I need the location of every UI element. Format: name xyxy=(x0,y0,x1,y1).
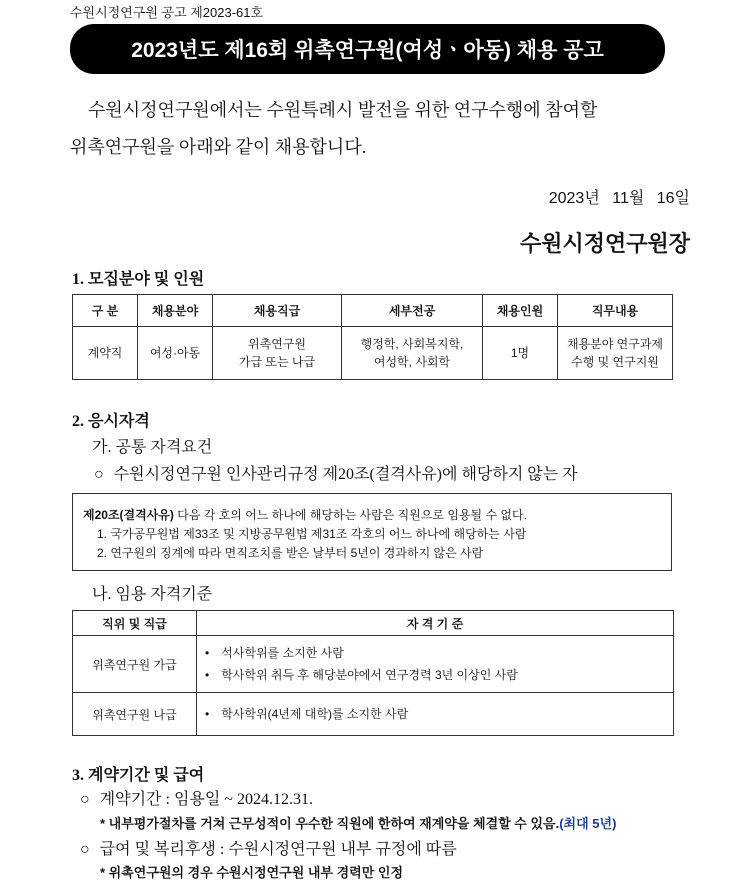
cell-grade-line1: 위촉연구원 xyxy=(248,337,306,351)
table-header-row xyxy=(73,611,674,636)
issuer-name: 수원시정연구원장 xyxy=(519,231,690,256)
table-header-row xyxy=(73,295,673,327)
criteria-item xyxy=(205,642,665,664)
cell-grade-a-criteria xyxy=(197,636,674,693)
criteria-text: 학사학위(4년제 대학)를 소지한 사람 xyxy=(221,707,409,721)
cell-duty xyxy=(558,327,673,380)
section-1-heading: 1. 모집분야 및 인원 xyxy=(72,271,205,288)
cell-type: 계약직 xyxy=(73,327,138,380)
header-field: 채용분야 xyxy=(138,295,213,327)
bullet-icon: • xyxy=(205,668,210,682)
salary-benefits xyxy=(80,836,457,859)
salary-note: * 위촉연구원의 경우 수원시정연구원 내부 경력만 인정 xyxy=(100,865,404,880)
subsection-b-heading: 나. 임용 자격기준 xyxy=(92,586,213,603)
contract-period-text: 계약기간 : 임용일 ~ 2024.12.31. xyxy=(99,791,313,808)
header-grade: 채용직급 xyxy=(213,295,342,327)
criteria-item xyxy=(205,703,665,725)
box-item-2: 2. 연구원의 징계에 따라 면직조치를 받은 날부터 5년이 경과하지 않은 사람 xyxy=(97,546,484,560)
circle-bullet: ○ xyxy=(80,791,90,808)
circle-bullet: ○ xyxy=(94,466,104,483)
table-row xyxy=(73,327,673,380)
page-title: 2023년도 제16회 위촉연구원(여성ㆍ아동) 채용 공고 xyxy=(131,39,604,62)
header-type: 구 분 xyxy=(73,295,138,327)
cell-major-line1: 행정학, 사회복지학, xyxy=(360,337,464,351)
recruitment-table xyxy=(72,294,673,380)
subsection-a-heading: 가. 공통 자격요건 xyxy=(92,439,213,456)
box-intro-line xyxy=(83,506,663,525)
salary-benefits-text: 급여 및 복리후생 : 수원시정연구원 내부 규정에 따름 xyxy=(99,841,457,858)
intro-line-2: 위촉연구원을 아래와 같이 채용합니다. xyxy=(70,137,367,157)
box-item-1: 1. 국가공무원법 제33조 및 지방공무원법 제31조 각호의 어느 하나에 해당하는 사람 xyxy=(97,527,527,541)
cell-grade-line2: 가급 또는 나급 xyxy=(238,355,316,369)
cell-major xyxy=(342,327,483,380)
section-3-heading: 3. 계약기간 및 급여 xyxy=(72,767,205,784)
table-row xyxy=(73,636,674,693)
box-intro: 다음 각 호의 어느 하나에 해당하는 사람은 직원으로 임용될 수 없다. xyxy=(177,508,527,522)
header-major: 세부전공 xyxy=(342,295,483,327)
common-requirement-text: 수원시정연구원 인사관리규정 제20조(결격사유)에 해당하지 않는 자 xyxy=(113,466,578,483)
cell-field: 여성·아동 xyxy=(138,327,213,380)
contract-note-max: (최대 5년) xyxy=(559,816,617,831)
header-criteria: 자 격 기 준 xyxy=(197,611,674,636)
header-position: 직위 및 직급 xyxy=(73,611,197,636)
bullet-icon: • xyxy=(205,707,210,721)
cell-grade-a: 위촉연구원 가급 xyxy=(73,636,197,693)
contract-period xyxy=(80,786,313,809)
intro-paragraph xyxy=(70,92,690,166)
announcement-date: 2023년 11월 16일 xyxy=(548,190,690,207)
header-duty: 직무내용 xyxy=(558,295,673,327)
qualification-table xyxy=(72,610,674,736)
disqualification-box xyxy=(72,493,672,571)
common-requirement xyxy=(94,461,578,484)
title-banner xyxy=(70,24,665,74)
contract-note-text: * 내부평가절차를 거쳐 근무성적이 우수한 직원에 한하여 재계약을 체결할 수 있음. xyxy=(100,816,560,831)
intro-line-1: 수원시정연구원에서는 수원특례시 발전을 위한 연구수행에 참여할 xyxy=(88,100,598,120)
section-2-heading: 2. 응시자격 xyxy=(72,413,150,430)
cell-grade-b-criteria xyxy=(197,693,674,736)
notice-number: 수원시정연구원 공고 제2023-61호 xyxy=(70,5,264,20)
box-title: 제20조(결격사유) xyxy=(83,508,174,522)
cell-grade-b: 위촉연구원 나급 xyxy=(73,693,197,736)
cell-count: 1명 xyxy=(483,327,558,380)
criteria-text: 학사학위 취득 후 해당분야에서 연구경력 3년 이상인 사람 xyxy=(221,668,518,682)
cell-duty-line2: 수행 및 연구지원 xyxy=(571,355,659,369)
criteria-item xyxy=(205,664,665,686)
criteria-text: 석사학위를 소지한 사람 xyxy=(221,646,344,660)
cell-grade xyxy=(213,327,342,380)
table-row xyxy=(73,693,674,736)
cell-major-line2: 여성학, 사회학 xyxy=(373,355,451,369)
contract-note xyxy=(100,813,616,832)
cell-duty-line1: 채용분야 연구과제 xyxy=(566,337,664,351)
header-count: 채용인원 xyxy=(483,295,558,327)
circle-bullet: ○ xyxy=(80,841,90,858)
bullet-icon: • xyxy=(205,646,210,660)
